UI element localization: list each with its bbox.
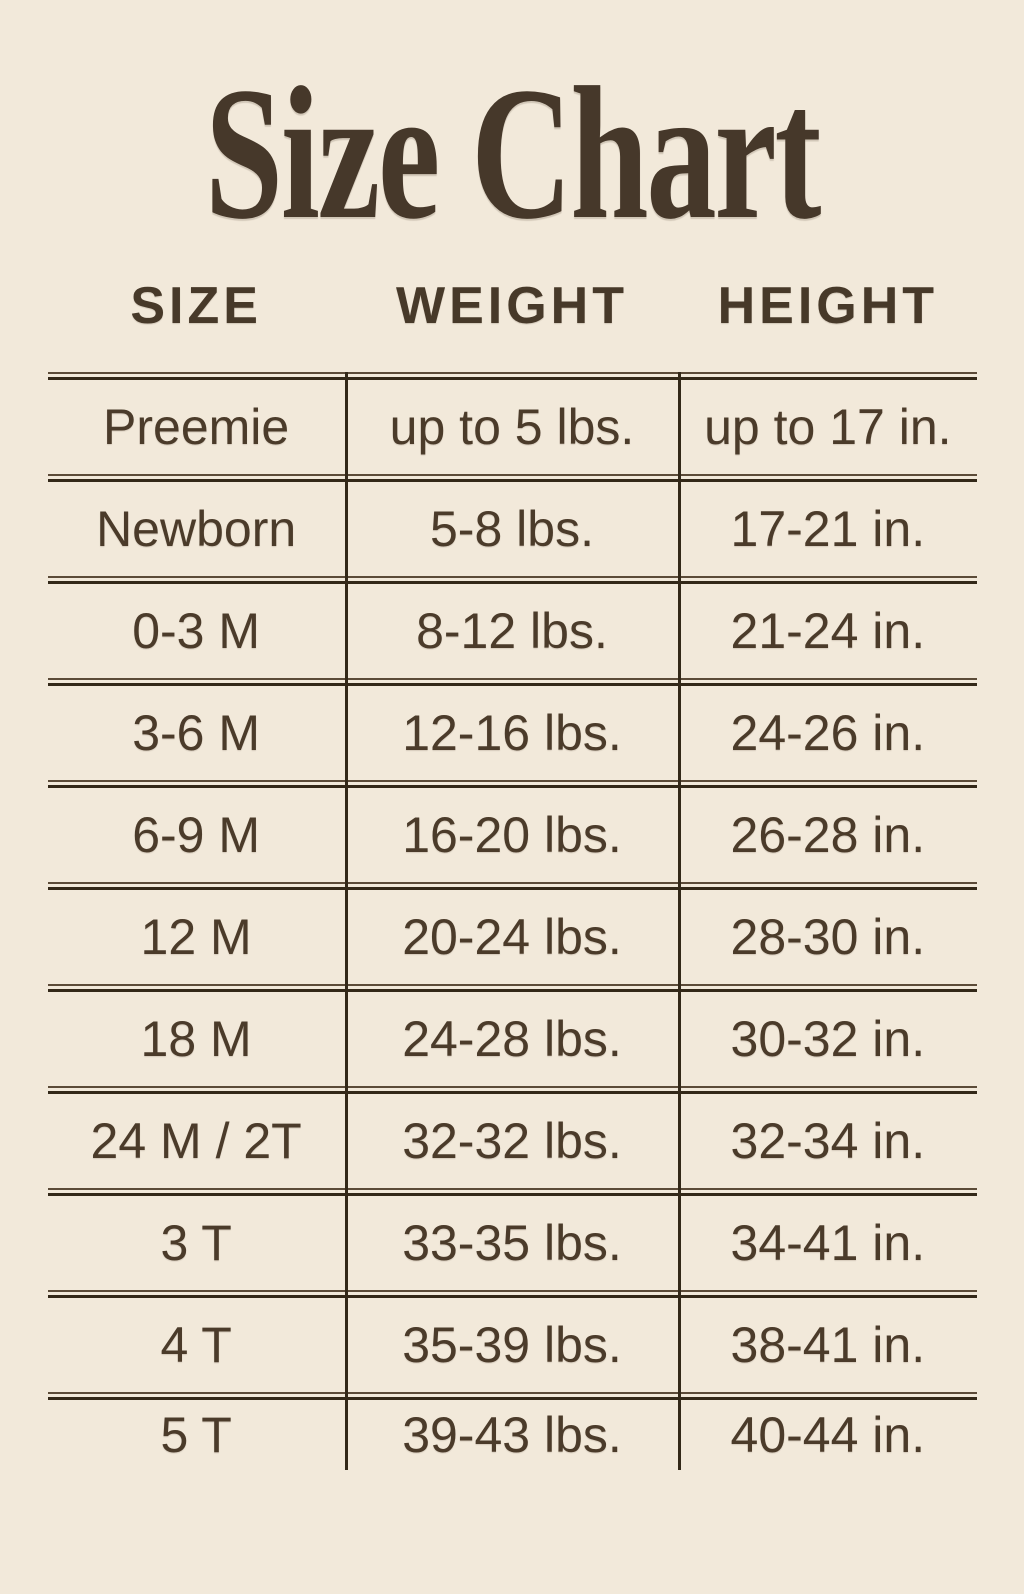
height-cell: 17-21 in. — [730, 501, 926, 557]
weight-cell: 16-20 lbs. — [402, 807, 622, 863]
height-cell: up to 17 in. — [704, 399, 952, 455]
row-divider — [48, 1392, 977, 1400]
size-cell: 5 T — [160, 1407, 232, 1463]
column-divider-2 — [678, 372, 681, 1470]
size-cell: 24 M / 2T — [90, 1113, 302, 1169]
height-cell: 34-41 in. — [730, 1215, 926, 1271]
table-row — [48, 992, 977, 1086]
size-cell: 0-3 M — [132, 603, 261, 659]
height-cell: 24-26 in. — [730, 705, 926, 761]
table-row — [48, 1400, 977, 1470]
weight-cell: 35-39 lbs. — [402, 1317, 622, 1373]
height-cell: 32-34 in. — [730, 1113, 926, 1169]
column-header-height: HEIGHT — [717, 277, 939, 335]
size-cell: 18 M — [140, 1011, 252, 1067]
row-divider — [48, 678, 977, 686]
height-cell: 38-41 in. — [730, 1317, 926, 1373]
table-row — [48, 482, 977, 576]
row-divider — [48, 1086, 977, 1094]
size-cell: 6-9 M — [132, 807, 261, 863]
weight-cell: 24-28 lbs. — [402, 1011, 622, 1067]
weight-cell: 12-16 lbs. — [402, 705, 622, 761]
table-top-rule — [48, 372, 977, 380]
row-divider — [48, 984, 977, 992]
row-divider — [48, 474, 977, 482]
table-row — [48, 1196, 977, 1290]
row-divider — [48, 1290, 977, 1298]
height-cell: 28-30 in. — [730, 909, 926, 965]
table-row — [48, 686, 977, 780]
table-row — [48, 1094, 977, 1188]
weight-cell: 39-43 lbs. — [402, 1407, 622, 1463]
weight-cell: up to 5 lbs. — [389, 399, 635, 455]
column-header-size: SIZE — [130, 277, 262, 335]
row-divider — [48, 1188, 977, 1196]
column-divider-1 — [345, 372, 348, 1470]
table-header-row — [48, 276, 977, 336]
size-cell: 12 M — [140, 909, 252, 965]
page-title — [0, 49, 1024, 259]
table-row — [48, 788, 977, 882]
weight-cell: 20-24 lbs. — [402, 909, 622, 965]
weight-cell: 33-35 lbs. — [402, 1215, 622, 1271]
table-row — [48, 1298, 977, 1392]
table-row — [48, 380, 977, 474]
row-divider — [48, 882, 977, 890]
page-title-text: Size Chart — [204, 49, 820, 259]
height-cell: 21-24 in. — [730, 603, 926, 659]
height-cell: 40-44 in. — [730, 1407, 926, 1463]
table-row — [48, 584, 977, 678]
size-cell: 4 T — [160, 1317, 232, 1373]
size-cell: Preemie — [103, 399, 290, 455]
size-cell: 3-6 M — [132, 705, 261, 761]
row-divider — [48, 780, 977, 788]
size-chart-page — [0, 49, 1024, 1470]
row-divider — [48, 576, 977, 584]
size-table — [48, 372, 977, 1470]
height-cell: 26-28 in. — [730, 807, 926, 863]
size-cell: Newborn — [96, 501, 297, 557]
height-cell: 30-32 in. — [730, 1011, 926, 1067]
table-row — [48, 890, 977, 984]
weight-cell: 32-32 lbs. — [402, 1113, 622, 1169]
weight-cell: 5-8 lbs. — [430, 501, 594, 557]
size-cell: 3 T — [160, 1215, 232, 1271]
column-header-weight: WEIGHT — [395, 277, 628, 335]
weight-cell: 8-12 lbs. — [416, 603, 608, 659]
